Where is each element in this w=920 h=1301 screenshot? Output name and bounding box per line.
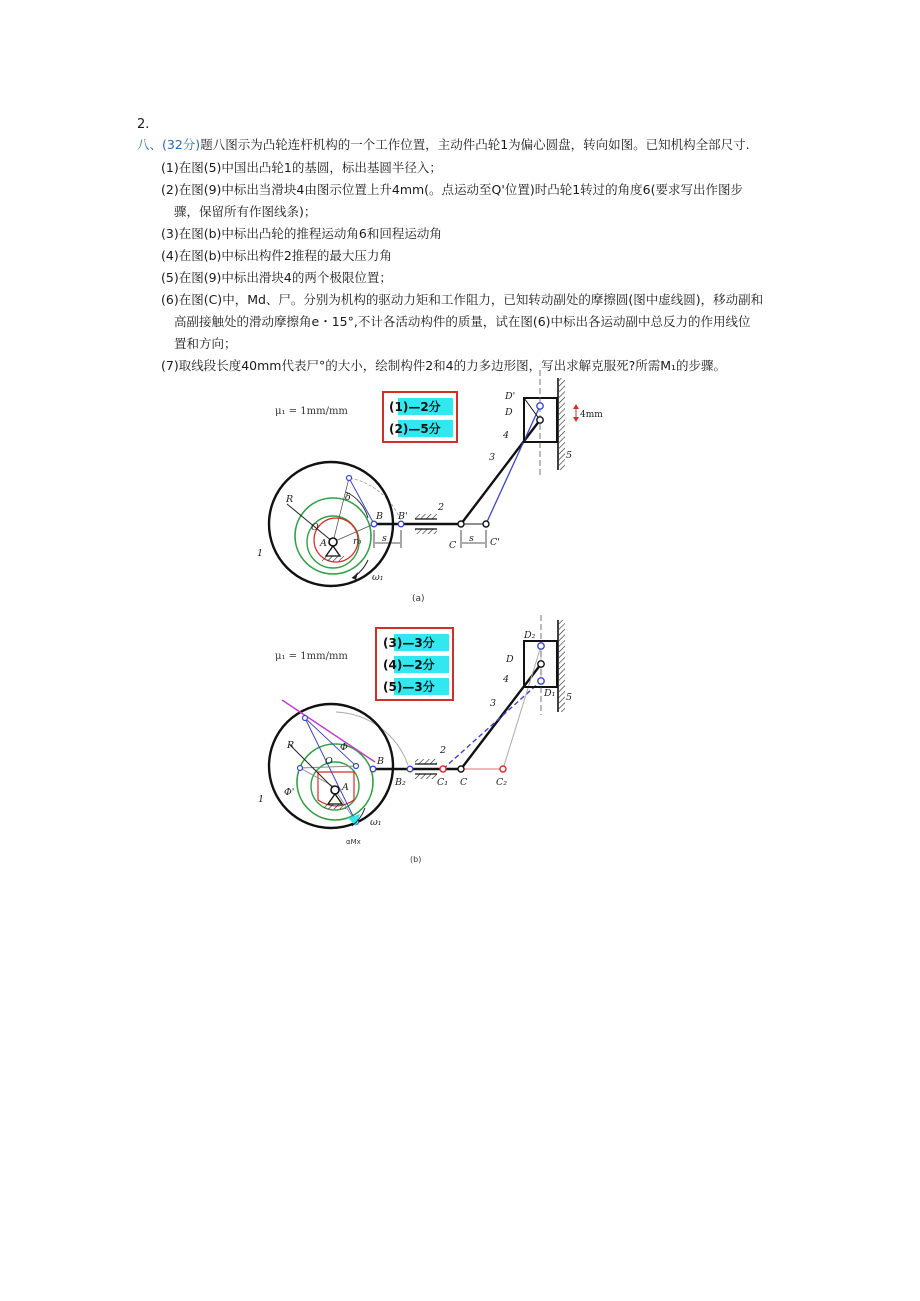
- label-s2: s: [469, 533, 474, 544]
- label-b-omega: ω₁: [370, 817, 382, 828]
- item-7: (7)取线段长度40mm代表尸°的大小，绘制构件2和4的力多边形图，写出求解克服死?所需M₁的步骤。: [161, 358, 727, 373]
- fig-b-pivot-a: [331, 786, 339, 794]
- item-4: (4)在图(b)中标出构件2推程的最大压力角: [161, 248, 392, 263]
- label-Dp: D': [505, 391, 516, 402]
- label-D: D: [505, 407, 513, 418]
- label-b-D2: D₂: [524, 630, 536, 641]
- fig-b-scale: μ₁ = 1mm/mm: [275, 651, 348, 662]
- label-1: 1: [257, 548, 264, 559]
- label-Cp: C': [490, 537, 500, 548]
- label-b-O: O: [325, 756, 333, 767]
- label-b-5: 5: [566, 692, 573, 703]
- fig-a-caption: (a): [412, 594, 425, 604]
- label-b-R: R: [287, 740, 295, 751]
- label-delta: δ: [345, 492, 351, 503]
- fig-a-scale: μ₁ = 1mm/mm: [275, 406, 348, 417]
- label-R: R: [286, 494, 294, 505]
- label-B: B: [376, 511, 383, 522]
- label-4: 4: [503, 430, 510, 441]
- label-4mm: 4mm: [580, 410, 603, 420]
- label-O: O: [311, 522, 319, 533]
- label-b-B2: B₂: [395, 777, 406, 788]
- label-b-A: A: [342, 782, 349, 793]
- label-b-D: D: [506, 654, 514, 665]
- label-b-Phi2: Φ': [284, 787, 295, 798]
- item-6: (6)在图(C)中，Md、尸。分别为机构的驱动力矩和工作阻力，已知转动副处的摩擦圆(图中虚线圆)，移动副和: [161, 292, 764, 307]
- item-2: (2)在图(9)中标出当滑块4由图示位置上升4mm(。点运动至Q'位置)时凸轮1转过的角度6(要求写出作图步: [161, 182, 743, 197]
- label-b-B: B: [377, 756, 384, 767]
- fig-b-sub: αMx: [346, 838, 361, 846]
- label-C: C: [449, 540, 457, 551]
- fig-a-connecting-rod: [461, 420, 540, 524]
- question-number: 2.: [137, 117, 150, 132]
- label-b-C: C: [460, 777, 468, 788]
- fig-b-score-2: (4)—2分: [383, 658, 435, 672]
- item-6-cont: 高副接触处的滑动摩擦角e・15°,不计各活动构件的质量，试在图(6)中标出各运动副中总反力的作用线位: [174, 314, 751, 329]
- fig-b-score-3: (5)—3分: [383, 680, 435, 694]
- fig-b-score-box: [376, 628, 453, 700]
- figure-b: [258, 615, 572, 864]
- fig-b-score-1: (3)—3分: [383, 636, 435, 650]
- label-2: 2: [438, 502, 445, 513]
- section-number: 八、: [137, 137, 163, 152]
- label-b-3: 3: [490, 698, 497, 709]
- fig-b-connecting-rod: [461, 664, 541, 769]
- label-b-1: 1: [258, 794, 265, 805]
- label-b-2: 2: [440, 745, 447, 756]
- fig-b-caption: (b): [410, 855, 422, 864]
- label-b-C2: C₂: [496, 777, 508, 788]
- item-3: (3)在图(b)中标出凸轮的推程运动角6和回程运动角: [161, 226, 442, 241]
- fig-a-score-2: (2)—5分: [389, 422, 441, 436]
- item-6-cont2: 置和方向；: [174, 336, 237, 351]
- fig-a-score-box: [383, 392, 457, 442]
- label-Bp: B': [398, 511, 408, 522]
- points-label: (32分): [162, 137, 201, 152]
- label-b-Phi: Φ: [340, 742, 348, 753]
- label-r0: r₀: [353, 536, 362, 547]
- fig-a-score-1: (1)—2分: [389, 400, 441, 414]
- label-3: 3: [489, 452, 496, 463]
- label-s1: s: [382, 533, 387, 544]
- label-b-C1: C₁: [437, 777, 449, 788]
- fig-a-pivot-a: [329, 538, 337, 546]
- label-b-D1: D₁: [544, 688, 556, 699]
- label-b-4: 4: [503, 674, 510, 685]
- item-5: (5)在图(9)中标出滑块4的两个极限位置；: [161, 270, 392, 285]
- item-1: (1)在图(5)中国出凸轮1的基圆，标出基圆半径入；: [161, 160, 442, 175]
- figure-a: [257, 370, 603, 604]
- header-text: 题八图示为凸轮连杆机构的一个工作位置，主动件凸轮1为偏心圆盘，转向如图。已知机构全部尺寸.: [200, 137, 750, 152]
- label-5: 5: [566, 450, 573, 461]
- item-2-cont: 骤，保留所有作图线条)；: [174, 204, 317, 219]
- label-omega: ω₁: [372, 572, 384, 583]
- label-A: A: [320, 538, 327, 549]
